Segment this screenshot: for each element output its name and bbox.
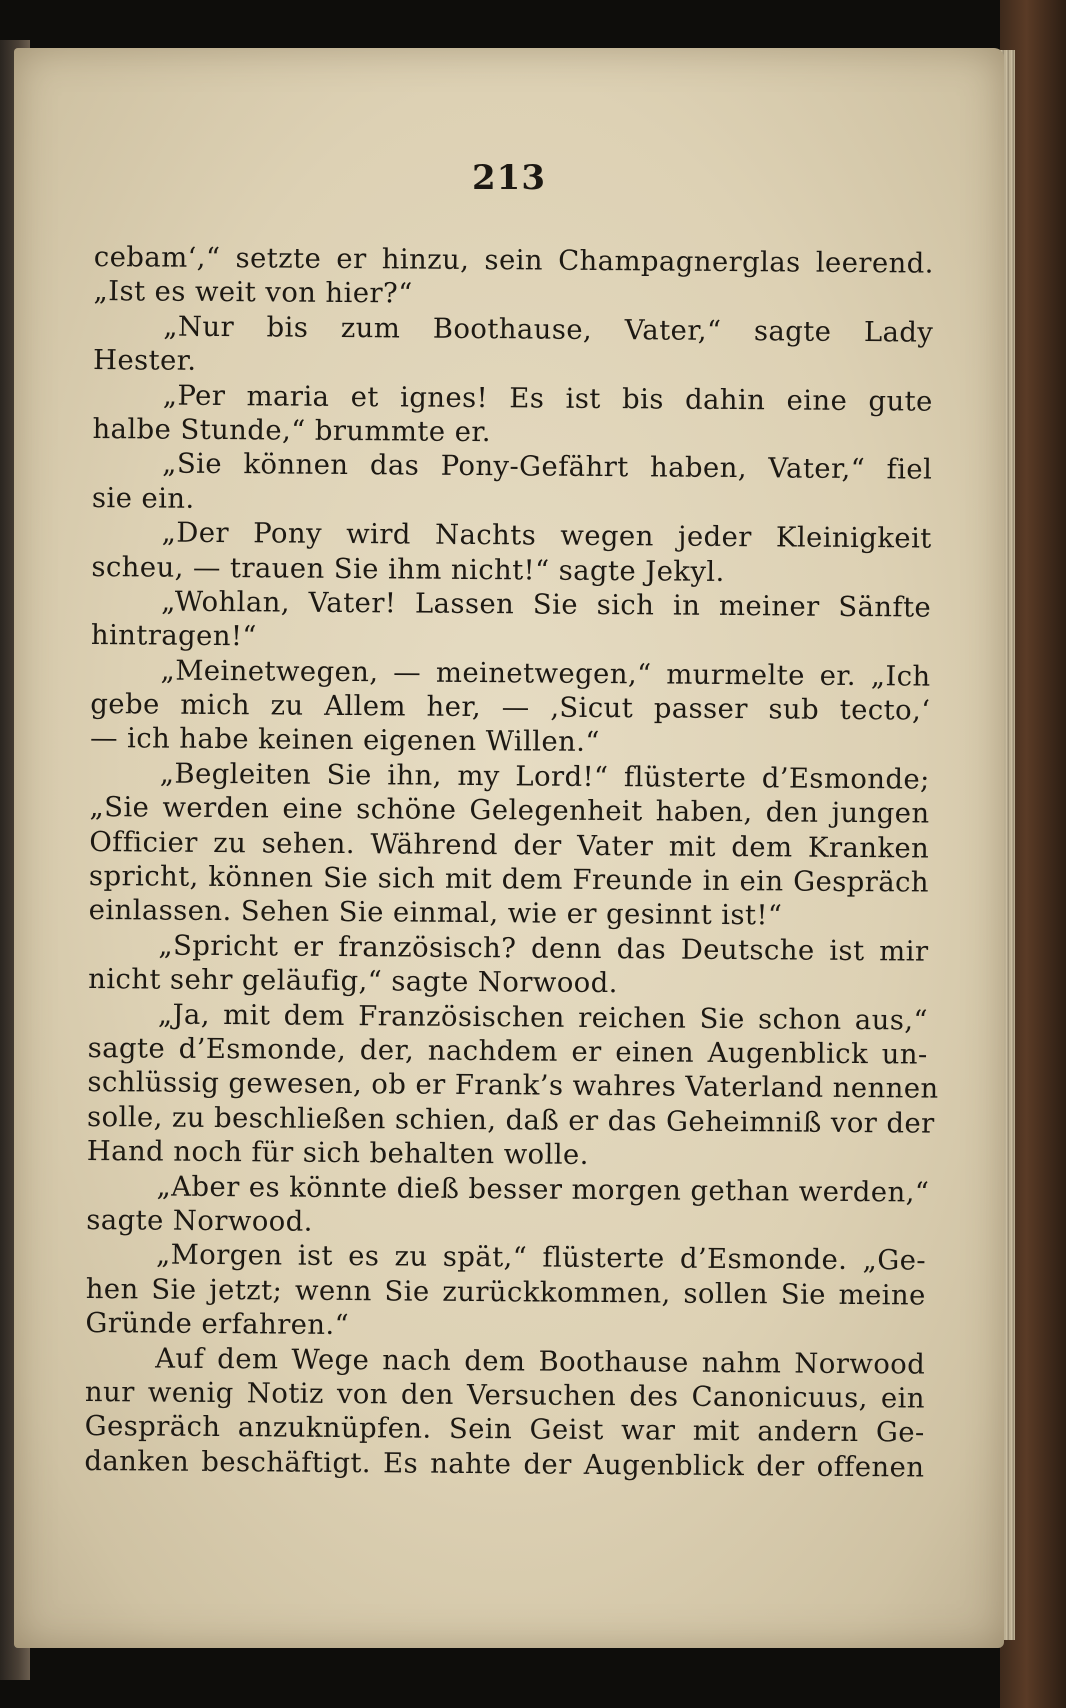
text-line: „Sie werden eine schöne Gelegenheit haben, den jungen bbox=[89, 791, 930, 830]
text-line: einlassen. Sehen Sie einmal, wie er gesinnt ist!“ bbox=[88, 894, 783, 932]
text-line: Hester. bbox=[92, 344, 197, 377]
text-line: Auf dem Wege nach dem Boothause nahm Norwood bbox=[155, 1342, 926, 1381]
text-line: „Der Pony wird Nachts wegen jeder Kleinigkeit bbox=[161, 516, 932, 555]
text-line: Hand noch für sich behalten wolle. bbox=[86, 1135, 589, 1172]
book-page bbox=[14, 48, 1004, 1648]
text-line: „Spricht er französisch? denn das Deutsche ist mir bbox=[158, 929, 929, 968]
text-line: „Aber es könnte dieß besser morgen gethan werden,“ bbox=[156, 1170, 930, 1209]
text-line: nur wenig Notiz von den Versuchen des Canonicuus, ein bbox=[84, 1375, 926, 1415]
text-line: sie ein. bbox=[91, 481, 195, 515]
text-line: scheu, — trauen Sie ihm nicht!“ sagte Jekyl. bbox=[91, 550, 725, 588]
page-text bbox=[84, 240, 939, 1485]
text-line: schlüssig gewesen, ob er Frank’s wahres Vaterland nennen bbox=[87, 1066, 939, 1106]
text-line: cebam‘,“ setzte er hinzu, sein Champagnerglas leerend. bbox=[93, 240, 934, 280]
text-line: gebe mich zu Allem her, — ‚Sicut passer sub tecto,‘ bbox=[90, 688, 931, 727]
text-line: hen Sie jetzt; wenn Sie zurückkommen, sollen Sie meine bbox=[85, 1272, 926, 1312]
text-line: „Sie können das Pony-Gefährt haben, Vater,“ fiel bbox=[162, 447, 933, 486]
page-number: 213 bbox=[472, 158, 546, 198]
text-line: nicht sehr geläufig,“ sagte Norwood. bbox=[88, 963, 618, 1000]
text-line: „Per maria et ignes! Es ist bis dahin eine gute bbox=[162, 379, 933, 418]
text-line: Gründe erfahren.“ bbox=[85, 1307, 350, 1342]
text-line: sagte Norwood. bbox=[86, 1203, 313, 1238]
text-line: hintragen!“ bbox=[90, 619, 257, 653]
text-line: „Nur bis zum Boothause, Vater,“ sagte Lady bbox=[163, 310, 934, 349]
text-line: „Ist es weit von hier?“ bbox=[93, 275, 413, 310]
text-line: „Wohlan, Vater! Lassen Sie sich in meiner Sänfte bbox=[161, 585, 932, 624]
text-line: sagte d’Esmonde, der, nachdem er einen Augenblick un- bbox=[87, 1031, 928, 1071]
text-line: „Begleiten Sie ihn, my Lord!“ flüsterte d’Esmonde; bbox=[159, 757, 930, 796]
text-line: „Meinetwegen, — meinetwegen,“ murmelte er. „Ich bbox=[160, 654, 931, 693]
text-line: „Ja, mit dem Französischen reichen Sie schon aus,“ bbox=[157, 998, 929, 1037]
text-line: solle, zu beschließen schien, daß er das Geheimniß vor der bbox=[86, 1100, 935, 1140]
text-line: — ich habe keinen eigenen Willen.“ bbox=[89, 722, 600, 759]
text-line: spricht, können Sie sich mit dem Freunde in ein Gespräch bbox=[88, 860, 930, 899]
text-line: danken beschäftigt. Es nahte der Augenblick der offenen bbox=[84, 1444, 925, 1484]
text-line: Officier zu sehen. Während der Vater mit dem Kranken bbox=[89, 825, 930, 865]
text-line: „Morgen ist es zu spät,“ flüsterte d’Esmonde. „Ge- bbox=[155, 1238, 927, 1277]
text-line: Gespräch anzuknüpfen. Sein Geist war mit andern Ge- bbox=[84, 1410, 925, 1449]
text-line: halbe Stunde,“ brummte er. bbox=[92, 412, 492, 449]
